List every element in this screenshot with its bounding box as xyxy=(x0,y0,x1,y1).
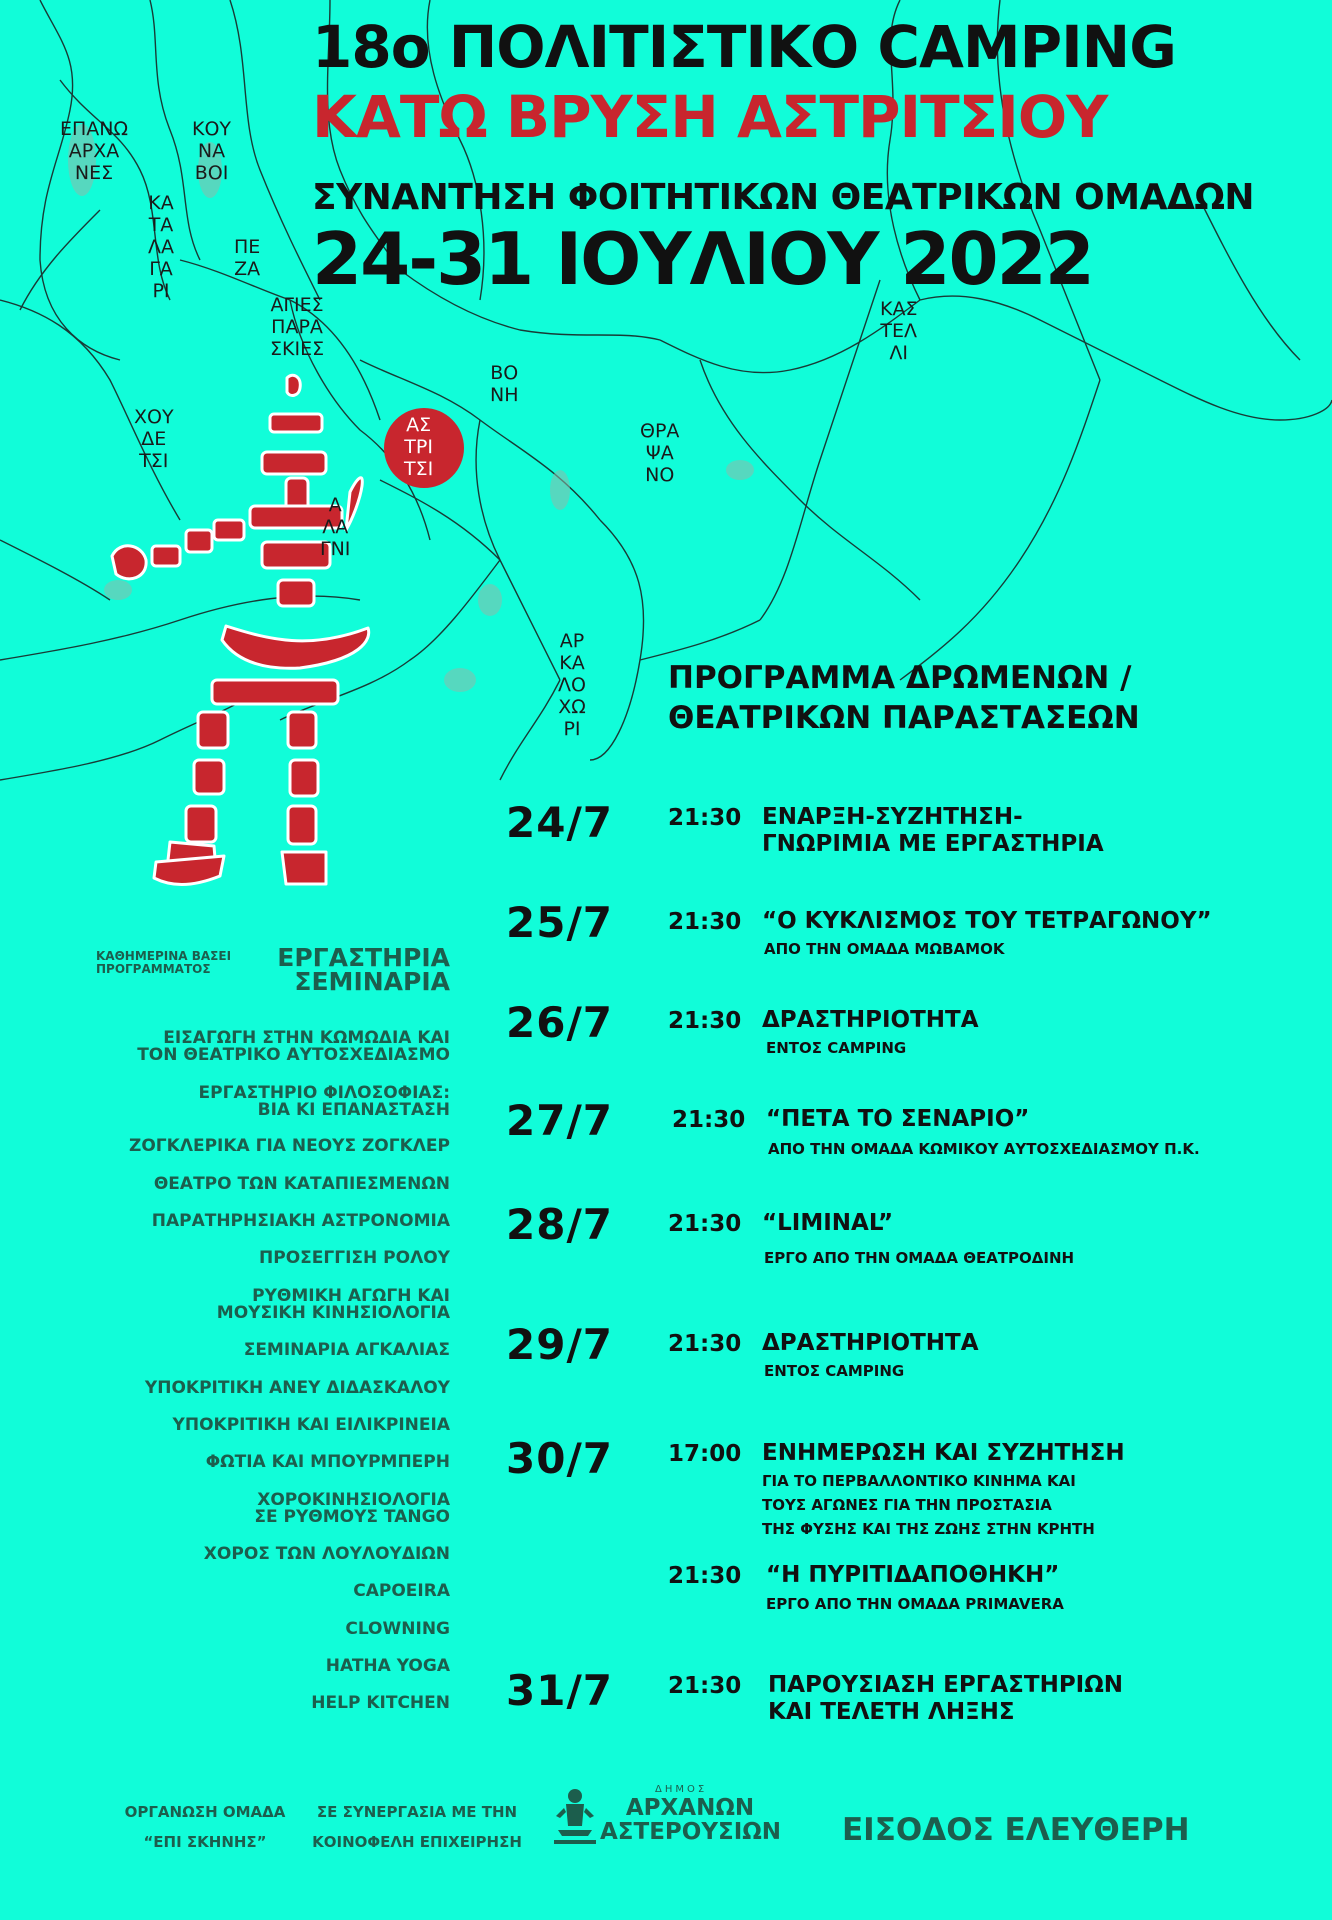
map-label-epano-archanes: ΕΠΑΝΩ ΑΡΧΑ ΝΕΣ xyxy=(60,118,129,184)
map-label-thrapsano: ΘΡΑ ΨΑ ΝΟ xyxy=(640,420,680,486)
day-event-line2: ΚΑΙ ΤΕΛΕΤΗ ΛΗΞΗΣ xyxy=(768,1699,1015,1725)
map-label-houdetsi: ΧΟΥ ΔΕ ΤΣΙ xyxy=(134,406,174,472)
workshop-item: ΕΡΓΑΣΤΗΡΙΟ ΦΙΛΟΣΟΦΙΑΣ: ΒΙΑ ΚΙ ΕΠΑΝΑΣΤΑΣΗ xyxy=(198,1083,450,1120)
day-event-second: “Η ΠΥΡΙΤΙΔΑΠΟΘΗΚΗ” xyxy=(766,1562,1060,1588)
map-label-voni: ΒΟ ΝΗ xyxy=(490,362,519,406)
day-event-sub-line3: ΤΗΣ ΦΥΣΗΣ ΚΑΙ ΤΗΣ ΖΩΗΣ ΣΤΗΝ ΚΡΗΤΗ xyxy=(762,1520,1095,1538)
workshops-schedule-note: ΚΑΘΗΜΕΡΙΝΑ ΒΑΣΕΙ ΠΡΟΓΡΑΜΜΑΤΟΣ xyxy=(96,949,232,976)
header-title: 18ο ΠΟΛΙΤΙΣΤΙΚΟ CAMPING xyxy=(312,13,1176,81)
day-event-sub: ΓΙΑ ΤΟ ΠΕΡΒΑΛΛΟΝΤΙΚΟ ΚΙΝΗΜΑ ΚΑΙ xyxy=(762,1472,1076,1490)
map-label-katalagari: ΚΑ ΤΑ ΛΑ ΓΑ ΡΙ xyxy=(148,192,174,302)
day-event: ΕΝΑΡΞΗ-ΣΥΖΗΤΗΣΗ- xyxy=(762,804,1023,830)
workshop-item: ΧΟΡΟΚΙΝΗΣΙΟΛΟΓΙΑ ΣΕ ΡΥΘΜΟΥΣ TANGO xyxy=(254,1490,450,1527)
program-title xyxy=(668,658,1140,738)
day-event-sub: ΕΝΤΟΣ CAMPING xyxy=(764,1362,905,1380)
municipality-name: ΑΡΧΑΝΩΝ ΑΣΤΕΡΟΥΣΙΩΝ xyxy=(600,1795,782,1845)
day-event-second-sub: ΕΡΓΟ ΑΠΟ ΤΗΝ ΟΜΑΔΑ PRIMAVERA xyxy=(766,1595,1064,1613)
day-date: 29/7 xyxy=(506,1320,614,1369)
workshop-item: ΧΟΡΟΣ ΤΩΝ ΛΟΥΛΟΥΔΙΩΝ xyxy=(203,1544,450,1564)
header-dates: 24-31 ΙΟΥΛΙΟΥ 2022 xyxy=(312,217,1093,301)
workshop-item: ΥΠΟΚΡΙΤΙΚΗ ΑΝΕΥ ΔΙΔΑΣΚΑΛΟΥ xyxy=(144,1378,450,1398)
day-event-sub: ΑΠΟ ΤΗΝ ΟΜΑΔΑ ΜΩΒΑΜΟΚ xyxy=(764,940,1005,958)
footer-organizer: ΟΡΓΑΝΩΣΗ ΟΜΑΔΑ “ΕΠΙ ΣΚΗΝΗΣ” xyxy=(124,1803,286,1851)
day-event-sub: ΕΝΤΟΣ CAMPING xyxy=(766,1039,907,1057)
day-date: 27/7 xyxy=(506,1096,614,1145)
workshop-item: ΥΠΟΚΡΙΤΙΚΗ ΚΑΙ ΕΙΛΙΚΡΙΝΕΙΑ xyxy=(172,1415,450,1435)
workshop-item: CAPOEIRA xyxy=(353,1581,450,1601)
day-event: ΕΝΗΜΕΡΩΣΗ ΚΑΙ ΣΥΖΗΤΗΣΗ xyxy=(762,1440,1125,1466)
map-label-arkalochori: ΑΡ ΚΑ ΛΟ ΧΩ ΡΙ xyxy=(558,630,586,740)
municipality-label-small: ΔΗΜΟΣ xyxy=(655,1784,708,1795)
workshop-item: ΖΟΓΚΛΕΡΙΚΑ ΓΙΑ ΝΕΟΥΣ ΖΟΓΚΛΕΡ xyxy=(129,1136,450,1156)
day-time: 21:30 xyxy=(672,1107,746,1133)
day-time: 21:30 xyxy=(668,1673,742,1699)
municipality-logo-icon xyxy=(552,1786,598,1846)
free-entry: ΕΙΣΟΔΟΣ ΕΛΕΥΘΕΡΗ xyxy=(842,1812,1190,1848)
day-event: “Ο ΚΥΚΛΙΣΜΟΣ ΤΟΥ ΤΕΤΡΑΓΩΝΟΥ” xyxy=(762,908,1212,934)
map-label-alagni: Α ΛΑ ΓΝΙ xyxy=(320,494,351,560)
map-label-kounavoi: ΚΟΥ ΝΑ ΒΟΙ xyxy=(192,118,232,184)
day-event: ΔΡΑΣΤΗΡΙΟΤΗΤΑ xyxy=(762,1330,979,1356)
day-time: 17:00 xyxy=(668,1441,742,1467)
map-label-peza: ΠΕ ΖΑ xyxy=(234,236,261,280)
day-date: 28/7 xyxy=(506,1200,614,1249)
day-time: 21:30 xyxy=(668,1211,742,1237)
map-label-agies-paraskies: ΑΓΙΕΣ ΠΑΡΑ ΣΚΙΕΣ xyxy=(270,294,325,360)
day-date: 26/7 xyxy=(506,998,614,1047)
workshops-heading: ΕΡΓΑΣΤΗΡΙΑ ΣΕΜΙΝΑΡΙΑ xyxy=(277,943,450,996)
day-event: “ΠΕΤΑ ΤΟ ΣΕΝΑΡΙΟ” xyxy=(766,1106,1030,1132)
day-event: ΠΑΡΟΥΣΙΑΣΗ ΕΡΓΑΣΤΗΡΙΩΝ xyxy=(768,1672,1124,1698)
workshop-item: ΣΕΜΙΝΑΡΙΑ ΑΓΚΑΛΙΑΣ xyxy=(243,1340,450,1360)
footer-cooperation: ΣΕ ΣΥΝΕΡΓΑΣΙΑ ΜΕ ΤΗΝ ΚΟΙΝΟΦΕΛΗ ΕΠΙΧΕΙΡΗΣΗ xyxy=(312,1803,522,1851)
day-date: 25/7 xyxy=(506,898,614,947)
map-label-kasteli: ΚΑΣ ΤΕΛ ΛΙ xyxy=(880,298,918,364)
day-event-sub: ΕΡΓΟ ΑΠΟ ΤΗΝ ΟΜΑΔΑ ΘΕΑΤΡΟΔΙΝΗ xyxy=(764,1249,1075,1267)
workshop-item: HATHA YOGA xyxy=(325,1656,450,1676)
day-time: 21:30 xyxy=(668,1008,742,1034)
day-event-sub: ΑΠΟ ΤΗΝ ΟΜΑΔΑ ΚΩΜΙΚΟΥ ΑΥΤΟΣΧΕΔΙΑΣΜΟΥ Π.Κ. xyxy=(768,1140,1200,1158)
workshop-item: HELP KITCHEN xyxy=(311,1693,450,1713)
program-title-line1: ΠΡΟΓΡΑΜΜΑ ΔΡΩΜΕΝΩΝ / xyxy=(668,660,1132,696)
header-subtitle: ΣΥΝΑΝΤΗΣΗ ΦΟΙΤΗΤΙΚΩΝ ΘΕΑΤΡΙΚΩΝ ΟΜΑΔΩΝ xyxy=(312,177,1255,218)
day-event: ΔΡΑΣΤΗΡΙΟΤΗΤΑ xyxy=(762,1007,979,1033)
program-title-line2: ΘΕΑΤΡΙΚΩΝ ΠΑΡΑΣΤΑΣΕΩΝ xyxy=(668,700,1140,736)
day-event: “LIMINAL” xyxy=(762,1210,894,1236)
workshop-item: ΡΥΘΜΙΚΗ ΑΓΩΓΗ ΚΑΙ ΜΟΥΣΙΚΗ ΚΙΝΗΣΙΟΛΟΓΙΑ xyxy=(216,1286,450,1323)
workshop-item: ΠΑΡΑΤΗΡΗΣΙΑΚΗ ΑΣΤΡΟΝΟΜΙΑ xyxy=(151,1211,450,1231)
day-time-second: 21:30 xyxy=(668,1563,742,1589)
header-location: ΚΑΤΩ ΒΡΥΣΗ ΑΣΤΡΙΤΣΙΟΥ xyxy=(312,83,1108,151)
day-date: 31/7 xyxy=(506,1666,614,1715)
workshop-item: ΕΙΣΑΓΩΓΗ ΣΤΗΝ ΚΩΜΩΔΙΑ ΚΑΙ ΤΟΝ ΘΕΑΤΡΙΚΟ ΑΥΤΟΣΧΕΔΙΑΣΜΟ xyxy=(137,1028,450,1065)
workshop-item: ΦΩΤΙΑ ΚΑΙ ΜΠΟΥΡΜΠΕΡΗ xyxy=(205,1452,450,1472)
workshop-item: ΠΡΟΣΕΓΓΙΣΗ ΡΟΛΟΥ xyxy=(259,1248,450,1268)
day-time: 21:30 xyxy=(668,909,742,935)
day-date: 24/7 xyxy=(506,798,614,847)
day-time: 21:30 xyxy=(668,805,742,831)
day-time: 21:30 xyxy=(668,1331,742,1357)
day-event-sub-line2: ΤΟΥΣ ΑΓΩΝΕΣ ΓΙΑ ΤΗΝ ΠΡΟΣΤΑΣΙΑ xyxy=(762,1496,1052,1514)
workshop-item: ΘΕΑΤΡΟ ΤΩΝ ΚΑΤΑΠΙΕΣΜΕΝΩΝ xyxy=(153,1174,450,1194)
map-label-astritsi: ΑΣ ΤΡΙ ΤΣΙ xyxy=(404,414,434,480)
day-event-line2: ΓΝΩΡΙΜΙΑ ΜΕ ΕΡΓΑΣΤΗΡΙΑ xyxy=(762,831,1104,857)
workshop-item: CLOWNING xyxy=(345,1619,450,1639)
day-date: 30/7 xyxy=(506,1434,614,1483)
